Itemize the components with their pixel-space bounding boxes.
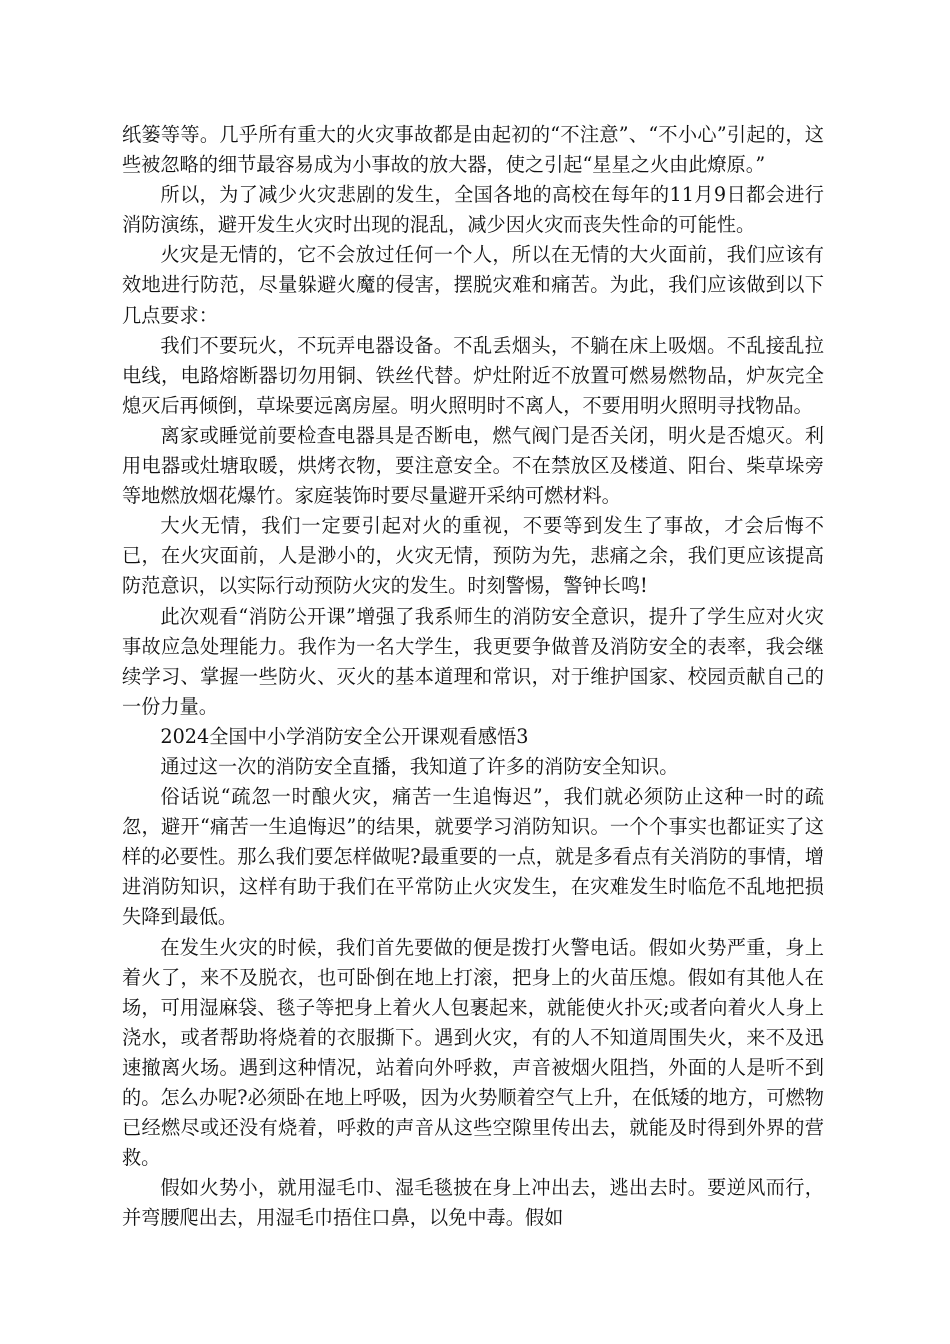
- paragraph: 此次观看“消防公开课”增强了我系师生的消防安全意识，提升了学生应对火灾事故应急处理能力。我作为一名大学生，我更要争做普及消防安全的表率，我会继续学习、掌握一些防火、灭火的基本道理和常识，对于维护国家、校园贡献自己的一份力量。: [122, 604, 824, 718]
- paragraph: 纸篓等等。几乎所有重大的火灾事故都是由起初的“不注意”、“不小心”引起的，这些被忽略的细节最容易成为小事故的放大器，使之引起“星星之火由此燎原。”: [122, 123, 824, 177]
- paragraph: 通过这一次的消防安全直播，我知道了许多的消防安全知识。: [160, 754, 679, 778]
- paragraph: 俗话说“疏忽一时酿火灾，痛苦一生追悔迟”，我们就必须防止这种一时的疏忽，避开“痛苦一生追悔迟”的结果，就要学习消防知识。一个个事实也都证实了这样的必要性。那么我们要怎样做呢?最重要的一点，就是多看点有关消防的事情，增进消防知识，这样有助于我们在平常防止火灾发生，在灾难发生时临危不乱地把损失降到最低。: [122, 785, 824, 929]
- paragraph: 离家或睡觉前要检查电器具是否断电，燃气阀门是否关闭，明火是否熄灭。利用电器或灶塘取暖，烘烤衣物，要注意安全。不在禁放区及楼道、阳台、柴草垛旁等地燃放烟花爆竹。家庭装饰时要尽量避开采纳可燃材料。: [122, 423, 824, 508]
- section-heading: 2024全国中小学消防安全公开课观看感悟3: [160, 724, 529, 748]
- paragraph: 在发生火灾的时候，我们首先要做的便是拨打火警电话。假如火势严重，身上着火了，来不及脱衣，也可卧倒在地上打滚，把身上的火苗压熄。假如有其他人在场，可用湿麻袋、毯子等把身上着火人包裹起来，就能使火扑灭;或者向着火人身上浇水，或者帮助将烧着的衣服撕下。遇到火灾，有的人不知道周围失火，来不及迅速撤离火场。遇到这种情况，站着向外呼救，声音被烟火阻挡，外面的人是听不到的。怎么办呢?必须卧在地上呼吸，因为火势顺着空气上升，在低矮的地方，可燃物已经燃尽或还没有烧着，呼救的声音从这些空隙里传出去，就能及时得到外界的营救。: [122, 935, 824, 1170]
- paragraph: 大火无情，我们一定要引起对火的重视，不要等到发生了事故，才会后悔不已，在火灾面前，人是渺小的，火灾无情，预防为先，悲痛之余，我们更应该提高防范意识，以实际行动预防火灾的发生。时刻警惕，警钟长鸣!: [122, 514, 824, 598]
- paragraph: 假如火势小，就用湿毛巾、湿毛毯披在身上冲出去，逃出去时。要逆风而行，并弯腰爬出去，用湿毛巾捂住口鼻，以免中毒。假如: [122, 1176, 824, 1230]
- paragraph: 我们不要玩火，不玩弄电器设备。不乱丢烟头，不躺在床上吸烟。不乱接乱拉电线，电路熔断器切勿用铜、铁丝代替。炉灶附近不放置可燃易燃物品，炉灰完全熄灭后再倾倒，草垛要远离房屋。明火照明时不离人，不要用明火照明寻找物品。: [122, 333, 824, 417]
- paragraph: 所以，为了减少火灾悲剧的发生，全国各地的高校在每年的11月9日都会进行消防演练，避开发生火灾时出现的混乱，减少因火灾而丧失性命的可能性。: [122, 183, 824, 237]
- paragraph: 火灾是无情的，它不会放过任何一个人，所以在无情的大火面前，我们应该有效地进行防范，尽量躲避火魔的侵害，摆脱灾难和痛苦。为此，我们应该做到以下几点要求：: [122, 243, 824, 327]
- document-body: [122, 120, 824, 1233]
